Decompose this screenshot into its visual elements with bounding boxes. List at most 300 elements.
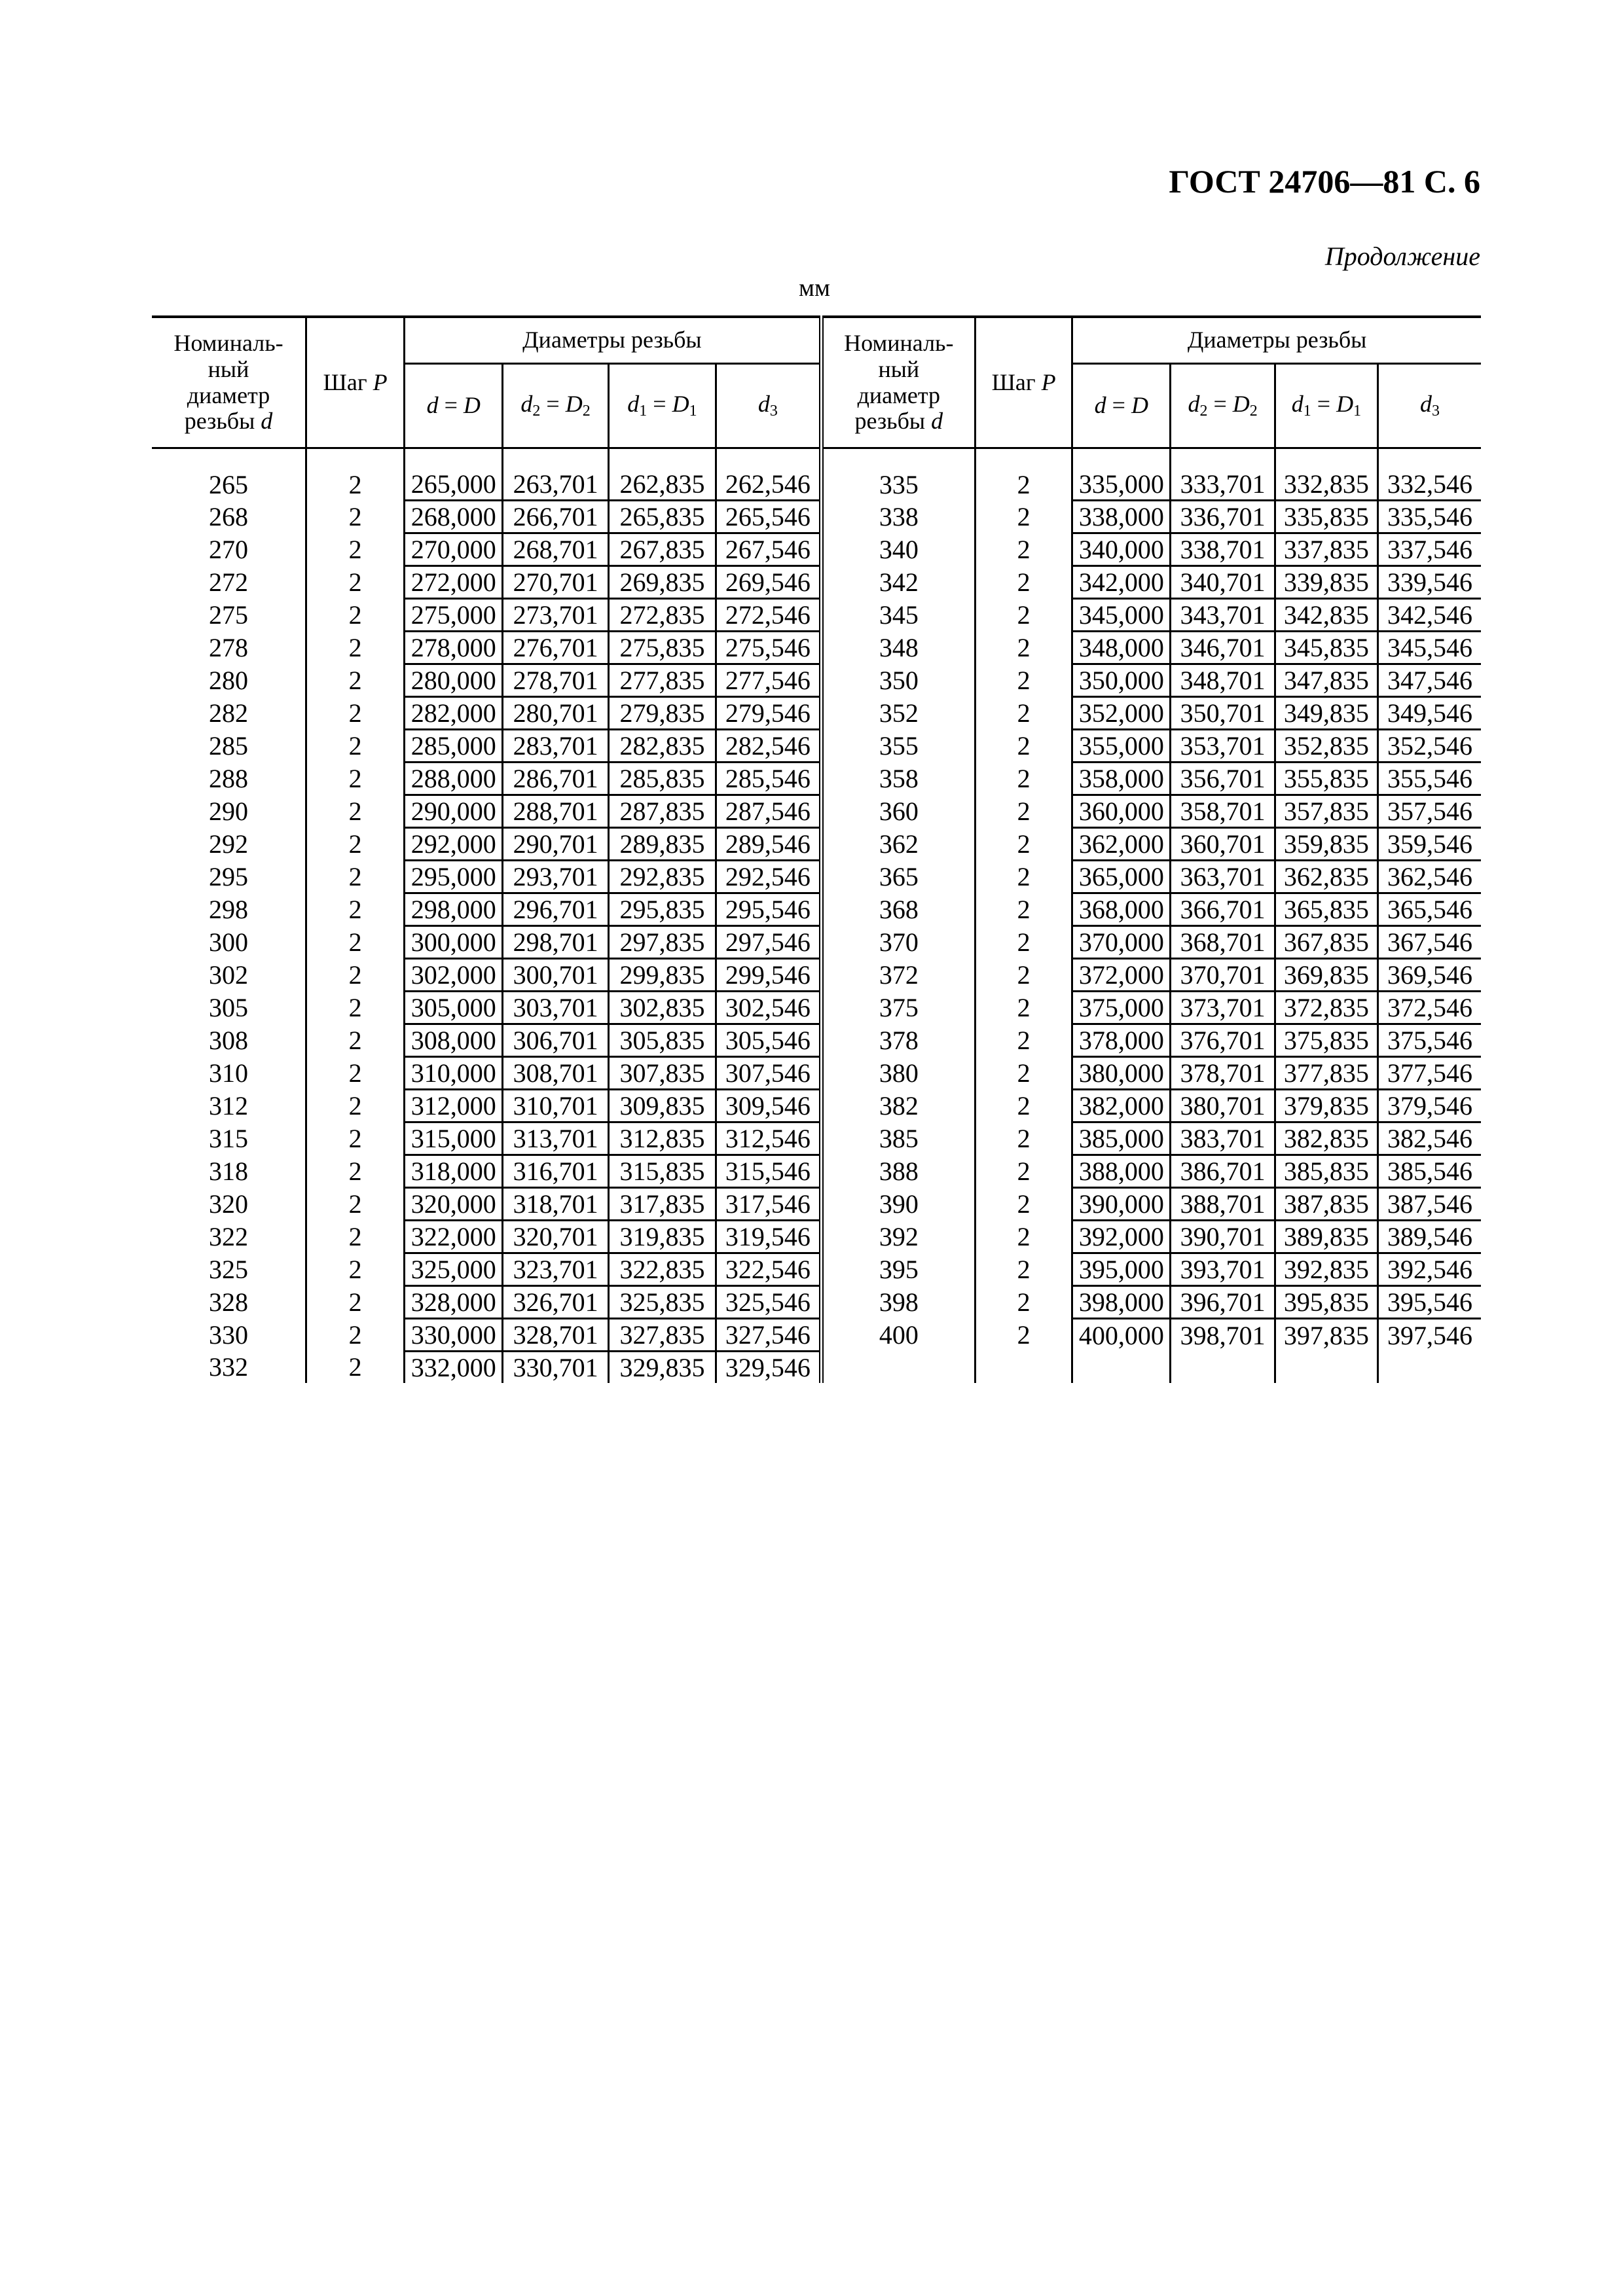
left-cell: 267,835 <box>608 533 716 566</box>
right-cell: 2 <box>976 632 1072 664</box>
right-cell: 372,835 <box>1275 992 1377 1024</box>
right-cell: 338,000 <box>1072 501 1171 533</box>
left-cell: 322,835 <box>608 1253 716 1286</box>
left-cell: 288,000 <box>405 762 503 795</box>
left-cell: 270,000 <box>405 533 503 566</box>
left-cell: 297,546 <box>716 926 821 959</box>
left-cell: 317,835 <box>608 1188 716 1221</box>
table-row <box>152 1319 1481 1352</box>
right-cell: 358 <box>821 762 975 795</box>
right-cell: 383,701 <box>1171 1122 1275 1155</box>
right-cell: 378,701 <box>1171 1057 1275 1090</box>
right-cell <box>821 1352 975 1384</box>
right-cell: 380,000 <box>1072 1057 1171 1090</box>
left-cell: 2 <box>306 795 404 828</box>
left-cell: 299,835 <box>608 959 716 992</box>
left-cell: 305,835 <box>608 1024 716 1057</box>
right-cell: 392,000 <box>1072 1221 1171 1253</box>
right-cell: 335 <box>821 469 975 501</box>
right-cell: 348,701 <box>1171 664 1275 697</box>
right-cell: 392,835 <box>1275 1253 1377 1286</box>
left-cell: 268,701 <box>503 533 608 566</box>
left-cell: 2 <box>306 469 404 501</box>
right-cell: 359,546 <box>1378 828 1481 861</box>
left-cell: 298,701 <box>503 926 608 959</box>
col-nominal-diameter-header: Номиналь- ный диаметр резьбы d <box>152 317 306 448</box>
right-cell: 360,000 <box>1072 795 1171 828</box>
right-cell: 385 <box>821 1122 975 1155</box>
right-cell: 2 <box>976 1057 1072 1090</box>
right-cell: 360,701 <box>1171 828 1275 861</box>
right-cell <box>1072 1352 1171 1384</box>
left-cell: 286,701 <box>503 762 608 795</box>
left-cell: 2 <box>306 1286 404 1319</box>
left-cell: 2 <box>306 992 404 1024</box>
right-cell: 346,701 <box>1171 632 1275 664</box>
left-cell: 329,546 <box>716 1352 821 1384</box>
left-cell: 313,701 <box>503 1122 608 1155</box>
diameters-group-header: Диаметры резьбы <box>405 317 821 364</box>
right-cell: 345,546 <box>1378 632 1481 664</box>
table-row <box>152 501 1481 533</box>
right-cell <box>1275 1352 1377 1384</box>
right-cell: 2 <box>976 1155 1072 1188</box>
right-cell: 336,701 <box>1171 501 1275 533</box>
table-row <box>152 1122 1481 1155</box>
left-cell: 309,546 <box>716 1090 821 1122</box>
left-cell: 312,000 <box>405 1090 503 1122</box>
right-cell: 339,546 <box>1378 566 1481 599</box>
left-cell: 290 <box>208 797 248 826</box>
left-cell: 268 <box>208 502 248 531</box>
left-cell: 317,546 <box>716 1188 821 1221</box>
right-cell: 400,000 <box>1072 1319 1171 1352</box>
right-cell: 376,701 <box>1171 1024 1275 1057</box>
table-row <box>152 730 1481 762</box>
left-cell: 318,701 <box>503 1188 608 1221</box>
left-cell: 295,000 <box>405 861 503 893</box>
right-cell: 338 <box>821 501 975 533</box>
right-cell: 347,835 <box>1275 664 1377 697</box>
right-cell: 375,546 <box>1378 1024 1481 1057</box>
right-cell: 349,546 <box>1378 697 1481 730</box>
right-cell: 369,546 <box>1378 959 1481 992</box>
left-cell: 280,000 <box>405 664 503 697</box>
left-cell: 285,000 <box>405 730 503 762</box>
left-cell: 309,835 <box>608 1090 716 1122</box>
right-cell: 332,546 <box>1378 469 1481 501</box>
right-cell: 386,701 <box>1171 1155 1275 1188</box>
right-cell: 382,835 <box>1275 1122 1377 1155</box>
left-cell: 270,701 <box>503 566 608 599</box>
left-cell: 2 <box>306 861 404 893</box>
right-cell: 2 <box>976 893 1072 926</box>
left-cell: 283,701 <box>503 730 608 762</box>
left-cell: 306,701 <box>503 1024 608 1057</box>
left-cell: 303,701 <box>503 992 608 1024</box>
right-cell: 368,000 <box>1072 893 1171 926</box>
left-cell: 272,546 <box>716 599 821 632</box>
table-row <box>152 1253 1481 1286</box>
left-cell: 287,835 <box>608 795 716 828</box>
left-cell: 2 <box>306 1221 404 1253</box>
col-d-header: d = D <box>405 364 503 448</box>
left-cell: 319,546 <box>716 1221 821 1253</box>
col-pitch-header-right: Шаг P <box>976 317 1072 448</box>
left-cell: 315,546 <box>716 1155 821 1188</box>
right-cell: 353,701 <box>1171 730 1275 762</box>
right-cell: 2 <box>976 566 1072 599</box>
right-cell: 385,835 <box>1275 1155 1377 1188</box>
unit-label: мм <box>799 274 831 302</box>
left-cell: 265,000 <box>405 469 503 501</box>
left-cell: 310,000 <box>405 1057 503 1090</box>
left-cell: 2 <box>306 664 404 697</box>
left-cell: 302,835 <box>608 992 716 1024</box>
left-cell: 307,546 <box>716 1057 821 1090</box>
left-cell: 316,701 <box>503 1155 608 1188</box>
right-cell: 345,000 <box>1072 599 1171 632</box>
left-cell: 288 <box>208 764 248 793</box>
left-cell: 322,546 <box>716 1253 821 1286</box>
left-cell: 305,000 <box>405 992 503 1024</box>
right-cell: 2 <box>976 533 1072 566</box>
right-cell: 358,701 <box>1171 795 1275 828</box>
left-cell: 2 <box>306 697 404 730</box>
table-row <box>152 1057 1481 1090</box>
left-cell: 285 <box>208 731 248 761</box>
table-row <box>152 1024 1481 1057</box>
left-cell: 276,701 <box>503 632 608 664</box>
right-cell: 379,546 <box>1378 1090 1481 1122</box>
right-cell: 382,546 <box>1378 1122 1481 1155</box>
left-cell: 302,546 <box>716 992 821 1024</box>
left-cell: 2 <box>306 1057 404 1090</box>
right-cell: 397,835 <box>1275 1319 1377 1352</box>
table-row <box>152 762 1481 795</box>
left-cell: 290,701 <box>503 828 608 861</box>
right-cell: 362,835 <box>1275 861 1377 893</box>
right-cell: 355,000 <box>1072 730 1171 762</box>
left-cell: 325,000 <box>405 1253 503 1286</box>
right-cell: 375,000 <box>1072 992 1171 1024</box>
col-pitch-header: Шаг P <box>306 317 404 448</box>
right-cell: 370 <box>821 926 975 959</box>
right-cell: 400 <box>821 1319 975 1352</box>
right-cell: 332,835 <box>1275 469 1377 501</box>
right-cell: 357,835 <box>1275 795 1377 828</box>
left-cell: 265,835 <box>608 501 716 533</box>
right-cell: 380 <box>821 1057 975 1090</box>
right-cell: 337,546 <box>1378 533 1481 566</box>
left-cell: 292 <box>208 829 248 859</box>
left-cell: 275,000 <box>405 599 503 632</box>
right-cell: 372 <box>821 959 975 992</box>
left-cell: 2 <box>306 959 404 992</box>
right-cell: 379,835 <box>1275 1090 1377 1122</box>
left-cell: 305,546 <box>716 1024 821 1057</box>
left-cell: 300 <box>208 927 248 957</box>
left-cell: 328,701 <box>503 1319 608 1352</box>
left-cell: 2 <box>306 828 404 861</box>
left-cell: 2 <box>306 1352 404 1384</box>
right-cell: 395 <box>821 1253 975 1286</box>
right-cell: 380,701 <box>1171 1090 1275 1122</box>
left-cell: 308,000 <box>405 1024 503 1057</box>
left-cell: 2 <box>306 1024 404 1057</box>
left-cell: 280,701 <box>503 697 608 730</box>
right-cell: 2 <box>976 828 1072 861</box>
left-cell: 272,835 <box>608 599 716 632</box>
right-cell: 2 <box>976 861 1072 893</box>
right-cell: 352,835 <box>1275 730 1377 762</box>
right-cell: 2 <box>976 1319 1072 1352</box>
left-cell: 290,000 <box>405 795 503 828</box>
table-row <box>152 1286 1481 1319</box>
left-cell: 278,701 <box>503 664 608 697</box>
right-cell: 382 <box>821 1090 975 1122</box>
left-cell: 298 <box>208 895 248 924</box>
left-cell: 2 <box>306 1155 404 1188</box>
continuation-label: Продолжение <box>1324 242 1480 271</box>
table-row <box>152 1221 1481 1253</box>
right-cell: 338,701 <box>1171 533 1275 566</box>
table-header <box>152 317 1481 448</box>
table-row <box>152 959 1481 992</box>
right-cell: 378,000 <box>1072 1024 1171 1057</box>
left-cell: 308 <box>208 1026 248 1055</box>
right-cell: 367,546 <box>1378 926 1481 959</box>
right-cell: 352,546 <box>1378 730 1481 762</box>
left-cell: 330 <box>208 1320 248 1350</box>
right-cell: 340,701 <box>1171 566 1275 599</box>
left-cell: 292,835 <box>608 861 716 893</box>
left-cell: 315 <box>208 1124 248 1153</box>
right-cell: 352 <box>821 697 975 730</box>
col-d-header-right: d = D <box>1072 364 1171 448</box>
right-cell: 340,000 <box>1072 533 1171 566</box>
right-cell: 356,701 <box>1171 762 1275 795</box>
right-cell: 335,000 <box>1072 469 1171 501</box>
table-row <box>152 632 1481 664</box>
right-cell <box>1171 1352 1275 1384</box>
right-cell: 342,835 <box>1275 599 1377 632</box>
right-cell: 388,000 <box>1072 1155 1171 1188</box>
right-cell: 372,000 <box>1072 959 1171 992</box>
right-cell: 342 <box>821 566 975 599</box>
left-cell: 297,835 <box>608 926 716 959</box>
right-cell: 2 <box>976 1221 1072 1253</box>
left-cell: 275,546 <box>716 632 821 664</box>
left-cell: 296,701 <box>503 893 608 926</box>
right-cell: 359,835 <box>1275 828 1377 861</box>
left-cell: 312,835 <box>608 1122 716 1155</box>
left-cell: 2 <box>306 533 404 566</box>
right-cell: 385,546 <box>1378 1155 1481 1188</box>
left-cell: 285,835 <box>608 762 716 795</box>
right-cell: 2 <box>976 1122 1072 1155</box>
right-cell: 367,835 <box>1275 926 1377 959</box>
left-cell: 263,701 <box>503 469 608 501</box>
left-cell: 320 <box>208 1189 248 1219</box>
right-cell: 2 <box>976 959 1072 992</box>
left-cell: 279,546 <box>716 697 821 730</box>
left-cell: 332,000 <box>405 1352 503 1384</box>
left-cell: 269,546 <box>716 566 821 599</box>
col-d3-header: $d_3$ <box>716 364 821 448</box>
table-row <box>152 828 1481 861</box>
right-cell: 2 <box>976 762 1072 795</box>
table-row <box>152 566 1481 599</box>
right-cell: 2 <box>976 992 1072 1024</box>
right-cell: 377,546 <box>1378 1057 1481 1090</box>
header-spacer-row <box>152 448 1481 469</box>
right-cell: 370,000 <box>1072 926 1171 959</box>
left-cell: 307,835 <box>608 1057 716 1090</box>
right-cell: 366,701 <box>1171 893 1275 926</box>
table-row <box>152 697 1481 730</box>
right-cell: 335,835 <box>1275 501 1377 533</box>
right-cell: 398 <box>821 1286 975 1319</box>
table-row <box>152 533 1481 566</box>
left-cell: 2 <box>306 599 404 632</box>
left-cell: 2 <box>306 632 404 664</box>
left-cell: 299,546 <box>716 959 821 992</box>
left-cell: 302 <box>208 960 248 990</box>
left-cell: 325,546 <box>716 1286 821 1319</box>
right-cell: 397,546 <box>1378 1319 1481 1352</box>
col-d1-header-right: $d_1 = D_1$ <box>1275 364 1377 448</box>
table-row <box>152 926 1481 959</box>
left-cell: 319,835 <box>608 1221 716 1253</box>
col-d2-header: $d_2 = D_2$ <box>503 364 608 448</box>
right-cell: 368 <box>821 893 975 926</box>
table-row <box>152 1352 1481 1384</box>
right-cell: 350 <box>821 664 975 697</box>
left-cell: 265,546 <box>716 501 821 533</box>
right-cell: 390,701 <box>1171 1221 1275 1253</box>
col-d3-header-right: $d_3$ <box>1378 364 1481 448</box>
left-cell: 2 <box>306 1253 404 1286</box>
left-cell: 285,546 <box>716 762 821 795</box>
right-cell: 2 <box>976 926 1072 959</box>
right-cell: 348,000 <box>1072 632 1171 664</box>
left-cell: 298,000 <box>405 893 503 926</box>
col-nominal-diameter-header-right: Номиналь- ный диаметр резьбы d <box>821 317 975 448</box>
col-d2-header-right: $d_2 = D_2$ <box>1171 364 1275 448</box>
right-cell: 365,835 <box>1275 893 1377 926</box>
right-cell <box>976 1352 1072 1384</box>
left-cell: 320,701 <box>503 1221 608 1253</box>
left-cell: 325 <box>208 1255 248 1284</box>
left-cell: 282,835 <box>608 730 716 762</box>
right-cell: 375 <box>821 992 975 1024</box>
left-cell: 277,546 <box>716 664 821 697</box>
left-cell: 2 <box>306 566 404 599</box>
right-cell: 2 <box>976 469 1072 501</box>
right-cell: 333,701 <box>1171 469 1275 501</box>
right-cell: 358,000 <box>1072 762 1171 795</box>
left-cell: 288,701 <box>503 795 608 828</box>
right-cell: 387,546 <box>1378 1188 1481 1221</box>
left-cell: 315,000 <box>405 1122 503 1155</box>
right-cell: 372,546 <box>1378 992 1481 1024</box>
right-cell: 2 <box>976 599 1072 632</box>
left-cell: 272,000 <box>405 566 503 599</box>
left-cell: 322,000 <box>405 1221 503 1253</box>
left-cell: 318,000 <box>405 1155 503 1188</box>
right-cell: 365 <box>821 861 975 893</box>
right-cell: 382,000 <box>1072 1090 1171 1122</box>
left-cell: 2 <box>306 1122 404 1155</box>
right-cell: 348 <box>821 632 975 664</box>
left-cell: 310 <box>208 1058 248 1088</box>
table-row <box>152 992 1481 1024</box>
left-cell: 2 <box>306 1090 404 1122</box>
left-cell: 312,546 <box>716 1122 821 1155</box>
right-cell: 360 <box>821 795 975 828</box>
left-cell: 270 <box>208 535 248 564</box>
right-cell: 2 <box>976 1253 1072 1286</box>
right-cell: 375,835 <box>1275 1024 1377 1057</box>
left-cell: 282 <box>208 698 248 728</box>
right-cell: 363,701 <box>1171 861 1275 893</box>
right-cell: 395,546 <box>1378 1286 1481 1319</box>
right-cell: 342,000 <box>1072 566 1171 599</box>
right-cell: 389,546 <box>1378 1221 1481 1253</box>
left-cell: 327,546 <box>716 1319 821 1352</box>
right-cell: 396,701 <box>1171 1286 1275 1319</box>
left-cell: 2 <box>306 1319 404 1352</box>
right-cell: 2 <box>976 795 1072 828</box>
right-cell: 352,000 <box>1072 697 1171 730</box>
left-cell: 329,835 <box>608 1352 716 1384</box>
table-row <box>152 893 1481 926</box>
right-cell: 392 <box>821 1221 975 1253</box>
right-cell: 335,546 <box>1378 501 1481 533</box>
left-cell: 2 <box>306 730 404 762</box>
left-cell: 266,701 <box>503 501 608 533</box>
left-cell: 326,701 <box>503 1286 608 1319</box>
right-cell: 398,701 <box>1171 1319 1275 1352</box>
table-row <box>152 861 1481 893</box>
right-cell: 343,701 <box>1171 599 1275 632</box>
right-cell: 362 <box>821 828 975 861</box>
right-cell: 2 <box>976 1024 1072 1057</box>
right-cell: 398,000 <box>1072 1286 1171 1319</box>
left-cell: 262,546 <box>716 469 821 501</box>
right-cell: 395,000 <box>1072 1253 1171 1286</box>
left-cell: 265 <box>208 469 248 499</box>
right-cell: 2 <box>976 664 1072 697</box>
left-cell: 268,000 <box>405 501 503 533</box>
right-cell: 342,546 <box>1378 599 1481 632</box>
right-cell: 339,835 <box>1275 566 1377 599</box>
right-cell: 393,701 <box>1171 1253 1275 1286</box>
table-row <box>152 1090 1481 1122</box>
right-cell: 388,701 <box>1171 1188 1275 1221</box>
left-cell: 275,835 <box>608 632 716 664</box>
right-cell: 350,000 <box>1072 664 1171 697</box>
right-cell: 357,546 <box>1378 795 1481 828</box>
right-cell: 362,546 <box>1378 861 1481 893</box>
left-cell: 320,000 <box>405 1188 503 1221</box>
left-cell: 295,835 <box>608 893 716 926</box>
right-cell: 378 <box>821 1024 975 1057</box>
left-cell: 327,835 <box>608 1319 716 1352</box>
table-body <box>152 448 1481 1384</box>
left-cell: 272 <box>208 567 248 597</box>
